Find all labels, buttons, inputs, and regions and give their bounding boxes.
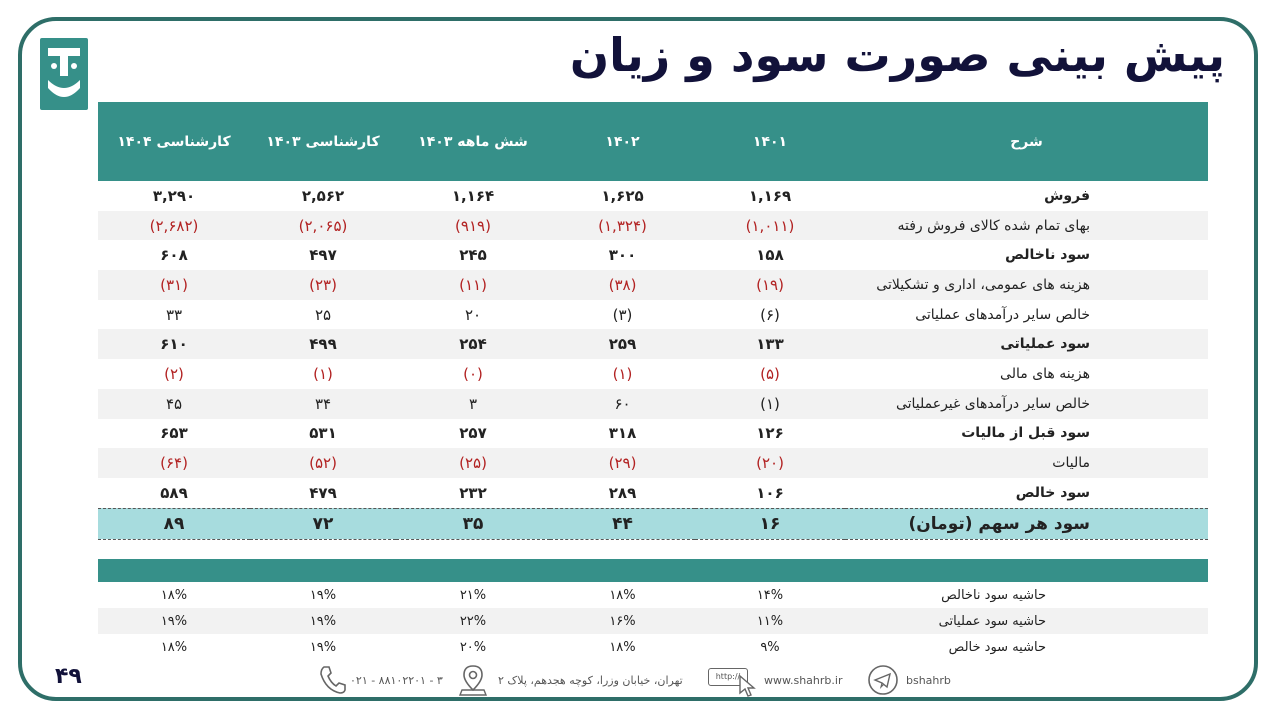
cell: ۱,۱۶۹	[748, 186, 792, 205]
row-label: سود عملیاتی	[845, 329, 1208, 359]
cell: ۱۹%	[98, 608, 250, 634]
cell: (۱)	[313, 364, 333, 383]
table-row	[98, 419, 1208, 449]
cell: (۱)	[695, 389, 845, 419]
cell: (۹۱۹)	[396, 211, 550, 241]
cell: (۱,۰۱۱)	[695, 211, 845, 241]
row-label: حاشیه سود ناخالص	[941, 587, 1046, 603]
cell: ۱۴%	[756, 587, 784, 603]
cell: (۲۰)	[695, 448, 845, 478]
cell: ۴۹۹	[250, 329, 396, 359]
cell: ۲۰	[464, 305, 482, 324]
page-number: ۴۹	[55, 664, 82, 689]
cell: (۲,۰۶۵)	[250, 211, 396, 241]
eps-row	[98, 508, 1208, 539]
cell: ۴۹۷	[309, 246, 337, 265]
cell: ۶۰	[550, 389, 695, 419]
table-row	[98, 389, 1208, 419]
income-statement-table	[98, 102, 1208, 540]
cell: (۲۹)	[550, 448, 695, 478]
cell: (۶)	[760, 305, 780, 324]
cell: ۵۳۱	[309, 424, 337, 443]
row-label: سود ناخالص	[1005, 247, 1090, 264]
cell: ۱۳۳	[695, 329, 845, 359]
row-label: هزینه های مالی	[1000, 365, 1090, 382]
cell: ۴۵	[98, 389, 250, 419]
footer-address: تهران، خیابان وزرا، کوچه هجدهم، پلاک ۲	[498, 674, 683, 687]
cell: ۶۱۰	[98, 329, 250, 359]
cell: (۱,۳۲۴)	[550, 211, 695, 241]
cell: ۲۵۴	[396, 329, 550, 359]
cell: (۳۸)	[550, 270, 695, 300]
cell: (۳)	[612, 305, 633, 324]
cell: ۵۸۹	[160, 483, 188, 502]
row-label: حاشیه سود عملیاتی	[845, 608, 1208, 634]
cell: ۱۶	[695, 508, 845, 539]
cell: ۲۱%	[459, 587, 487, 603]
company-logo	[38, 36, 90, 112]
cell: ۲۳۲	[459, 483, 487, 502]
table-row	[98, 240, 1208, 270]
table-row	[98, 634, 1208, 660]
cell: ۶۰۸	[160, 246, 188, 265]
cell: ۱۶%	[550, 608, 695, 634]
header-col: کارشناسی ۱۴۰۴	[98, 102, 250, 181]
table-row	[98, 211, 1208, 241]
cell: ۱۵۸	[756, 246, 784, 265]
table-row	[98, 300, 1208, 330]
table-header-row	[98, 102, 1208, 181]
cell: (۶۴)	[98, 448, 250, 478]
cell: ۱۹%	[250, 608, 396, 634]
cell: ۲۲%	[396, 608, 550, 634]
header-col: کارشناسی ۱۴۰۳	[250, 102, 396, 181]
cell: (۱۹)	[695, 270, 845, 300]
footer-telegram[interactable]: bshahrb	[906, 674, 951, 687]
margin-table	[98, 582, 1208, 660]
header-col: شش ماهه ۱۴۰۳	[396, 102, 550, 181]
phone-icon	[318, 664, 346, 694]
table-row	[98, 608, 1208, 634]
cell: ۱۰۶	[756, 483, 784, 502]
table-row	[98, 270, 1208, 300]
row-label: هزینه های عمومی، اداری و تشکیلاتی	[845, 270, 1208, 300]
cell: ۷۲	[250, 508, 396, 539]
page-title: پیش بینی صورت سود و زیان	[569, 28, 1225, 82]
cell: ۸۹	[98, 508, 250, 539]
cell: (۲۳)	[250, 270, 396, 300]
cell: (۲)	[164, 364, 184, 383]
row-label: سود قبل از مالیات	[961, 425, 1090, 442]
cell: (۵)	[760, 364, 780, 383]
table-row	[98, 448, 1208, 478]
cell: ۱۸%	[609, 639, 636, 655]
cell: ۲۸۹	[608, 483, 637, 502]
cell: ۴۴	[550, 508, 695, 539]
telegram-icon	[867, 664, 899, 696]
cell: ۴۷۹	[309, 483, 337, 502]
cell: ۳,۲۹۰	[152, 186, 196, 205]
row-label: سود هر سهم (تومان)	[845, 508, 1208, 539]
table-row	[98, 478, 1208, 508]
footer-website[interactable]: www.shahrb.ir	[764, 674, 843, 687]
cell: (۳۱)	[98, 270, 250, 300]
http-label: http://	[715, 672, 741, 681]
footer-phone: ۰۲۱ - ۸۸۱۰۲۲۰۱ - ۳	[350, 674, 443, 687]
header-col: ۱۴۰۱	[695, 102, 845, 181]
cell: (۰)	[463, 364, 483, 383]
cell: ۱۱%	[695, 608, 845, 634]
cell: ۳۴	[250, 389, 396, 419]
cell: ۳۰۰	[608, 246, 637, 265]
cell: ۱۹%	[309, 639, 337, 655]
row-label: خالص سایر درآمدهای غیرعملیاتی	[845, 389, 1208, 419]
table-row	[98, 359, 1208, 389]
header-col: ۱۴۰۲	[550, 102, 695, 181]
row-label: بهای تمام شده کالای فروش رفته	[845, 211, 1208, 241]
cell: ۲۵۷	[459, 424, 487, 443]
table-row	[98, 582, 1208, 608]
row-label: سود خالص	[1015, 484, 1090, 501]
cell: ۱۲۶	[756, 424, 784, 443]
row-label: حاشیه سود خالص	[948, 639, 1046, 655]
cell: ۲۵	[314, 305, 332, 324]
cell: (۲۵)	[396, 448, 550, 478]
cell: (۱۱)	[396, 270, 550, 300]
cell: (۲,۶۸۲)	[98, 211, 250, 241]
cell: ۱,۱۶۴	[451, 186, 495, 205]
cell: ۱۸%	[160, 639, 188, 655]
row-label: خالص سایر درآمدهای عملیاتی	[915, 306, 1090, 323]
cell: ۳	[396, 389, 550, 419]
table-row	[98, 329, 1208, 359]
location-pin-icon	[458, 664, 488, 696]
cell: ۲۴۵	[459, 246, 487, 265]
cell: ۲۰%	[459, 639, 487, 655]
table-row	[98, 181, 1208, 211]
cell: ۳۳	[165, 305, 183, 324]
cell: ۳۱۸	[608, 424, 637, 443]
cell: ۱۸%	[609, 587, 636, 603]
cell: (۱)	[612, 364, 633, 383]
row-label: فروش	[1044, 187, 1090, 204]
cell: ۹%	[760, 639, 780, 655]
margin-table-header-bar	[98, 559, 1208, 582]
cell: ۱۸%	[160, 587, 188, 603]
cell: (۵۲)	[250, 448, 396, 478]
cell: ۲۵۹	[550, 329, 695, 359]
cell: ۳۵	[396, 508, 550, 539]
cell: ۱۹%	[309, 587, 337, 603]
cell: ۱,۶۲۵	[601, 186, 644, 205]
header-desc: شرح	[845, 102, 1208, 181]
cursor-icon	[738, 674, 758, 698]
row-label: مالیات	[845, 448, 1208, 478]
cell: ۲,۵۶۲	[301, 186, 345, 205]
cell: ۶۵۳	[160, 424, 188, 443]
